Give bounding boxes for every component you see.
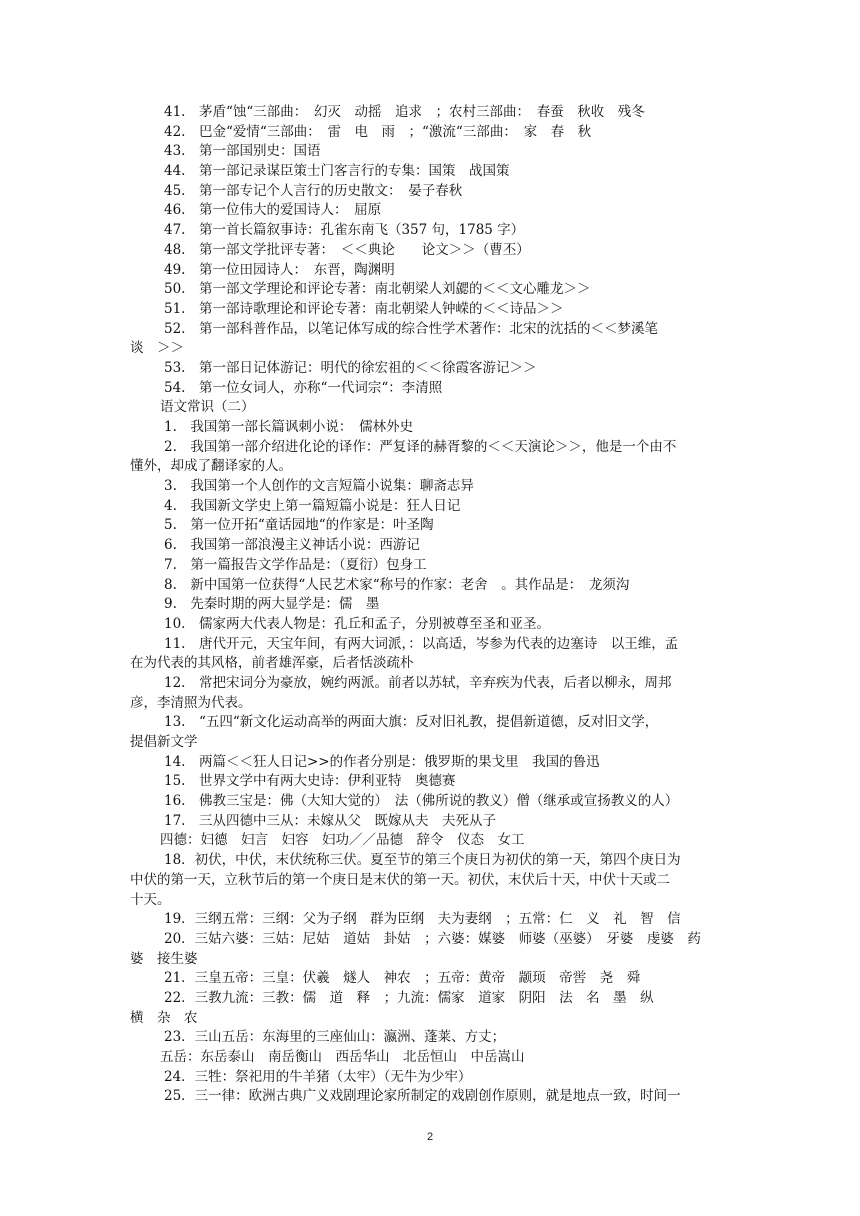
text-line: 50. 第一部文学理论和评论专著：南北朝梁人刘勰的＜＜文心雕龙＞＞ [164,281,591,298]
text-line: 51. 第一部诗歌理论和评论专著：南北朝梁人钟嵘的＜＜诗品＞＞ [164,300,564,317]
text-line: 2. 我国第一部介绍进化论的译作：严复译的赫胥黎的＜＜天演论＞＞，他是一个由不 [164,438,677,455]
text-line: 婆 接生婆 [130,950,198,967]
text-line: 53. 第一部日记体游记：明代的徐宏祖的＜＜徐霞客游记＞＞ [164,359,537,376]
text-line: 25．三一律：欧洲古典广义戏剧理论家所制定的戏剧创作原则，就是地点一致，时间一 [164,1088,681,1105]
text-line: 横 杂 农 [130,1009,198,1026]
text-line: 17. 三从四德中三从：未嫁从父 既嫁从夫 夫死从子 [164,812,496,829]
text-line: 45. 第一部专记个人言行的历史散文： 晏子春秋 [164,182,463,199]
text-line: 14. 两篇＜＜狂人日记>>的作者分别是：俄罗斯的果戈里 我国的鲁迅 [164,753,600,770]
text-line: 23．三山五岳：东海里的三座仙山：瀛洲、蓬莱、方丈； [164,1029,506,1046]
text-line: 16. 佛教三宝是：佛（大知大觉的） 法（佛所说的教义）僧（继承或宣扬教义的人） [164,793,679,810]
text-line: 懂外，却成了翻译家的人。 [130,458,292,475]
text-line: 49. 第一位田园诗人： 东晋，陶渊明 [164,261,395,278]
text-line: 46. 第一位伟大的爱国诗人： 屈原 [164,202,382,219]
text-line: 9. 先秦时期的两大显学是：儒 墨 [164,596,380,613]
page-number: 2 [426,1131,434,1143]
text-line: 21．三皇五帝：三皇：伏羲 燧人 神农 ；五帝：黄帝 颛顼 帝喾 尧 舜 [164,970,641,987]
text-line: 十天。 [130,891,171,908]
text-line: 5. 第一位开拓“童话园地“的作家是：叶圣陶 [164,517,434,534]
text-line: 44. 第一部记录谋臣策士门客言行的专集：国策 战国策 [164,163,510,180]
text-line: 42. 巴金“爱情“三部曲： 雷 电 雨 ；“激流“三部曲： 家 春 秋 [164,123,592,140]
text-line: 43. 第一部国别史：国语 [164,143,321,160]
text-line: 五岳：东岳泰山 南岳衡山 西岳华山 北岳恒山 中岳嵩山 [160,1049,525,1065]
text-line: 4. 我国新文学史上第一篇短篇小说是：狂人日记 [164,497,461,514]
text-line: 13. “五四“新文化运动高举的两面大旗：反对旧礼教，提倡新道德，反对旧文学， [164,714,659,731]
text-line: 3. 我国第一个人创作的文言短篇小说集：聊斋志异 [164,478,474,495]
text-line: 中伏的第一天，立秋节后的第一个庚日是末伏的第一天。初伏，末伏后十天，中伏十天或二 [130,871,670,888]
document-body [130,103,730,1107]
text-line: 8. 新中国第一位获得“人民艺术家“称号的作家：老舍 。其作品是： 龙须沟 [164,576,630,593]
text-line: 四德：妇德 妇言 妇容 妇功／／品德 辞令 仪态 女工 [160,832,525,849]
text-line: 41. 茅盾“蚀“三部曲： 幻灭 动摇 追求 ；农村三部曲： 春蚕 秋收 残冬 [164,104,645,120]
text-line: 11. 唐代开元，天宝年间，有两大词派，：以高适，岑参为代表的边塞诗 以王维，孟 [164,635,679,652]
text-line: 7. 第一篇报告文学作品是：（夏衍）包身工 [164,556,427,573]
text-line: 52. 第一部科普作品，以笔记体写成的综合性学术著作：北宋的沈括的＜＜梦溪笔 [164,320,658,337]
text-line: 18．初伏，中伏，末伏统称三伏。夏至节的第三个庚日为初伏的第一天，第四个庚日为 [164,852,681,869]
text-line: 20．三姑六婆：三姑：尼姑 道姑 卦姑 ；六婆：媒婆 师婆（巫婆） 牙婆 虔婆 药 [164,930,701,947]
text-line: 54. 第一位女词人，亦称“一代词宗“：李清照 [164,379,443,396]
text-line: 提倡新文学 [130,734,198,750]
text-line: 12. 常把宋词分为豪放，婉约两派。前者以苏轼，辛弃疾为代表，后者以柳永，周邦 [164,674,672,691]
text-line: 6. 我国第一部浪漫主义神话小说：西游记 [164,537,420,554]
text-line: 在为代表的其风格，前者雄浑豪，后者恬淡疏朴 [130,655,414,672]
text-line: 彦，李清照为代表。 [130,694,252,711]
text-line: 24．三牲：祭祀用的牛羊猪（太牢）（无牛为少牢） [164,1068,472,1085]
text-line: 22．三教九流：三教：儒 道 释 ；九流：儒家 道家 阴阳 法 名 墨 纵 [164,989,654,1006]
text-line: 48. 第一部文学批评专著： ＜＜典论 论文＞＞（曹丕） [164,241,530,258]
text-line: 47. 第一首长篇叙事诗：孔雀东南飞（357 句，1785 字） [164,222,525,239]
text-line: 1. 我国第一部长篇讽刺小说： 儒林外史 [164,419,414,435]
section-heading: 语文常识（二） [160,399,255,416]
text-line: 10. 儒家两大代表人物是：孔丘和孟子，分别被尊至圣和亚圣。 [164,615,550,632]
text-line: 19．三纲五常：三纲：父为子纲 群为臣纲 夫为妻纲 ；五常：仁 义 礼 智 信 [164,911,681,928]
text-line: 15. 世界文学中有两大史诗：伊利亚特 奥德赛 [164,773,456,790]
text-line: 谈 ＞＞ [130,340,184,357]
